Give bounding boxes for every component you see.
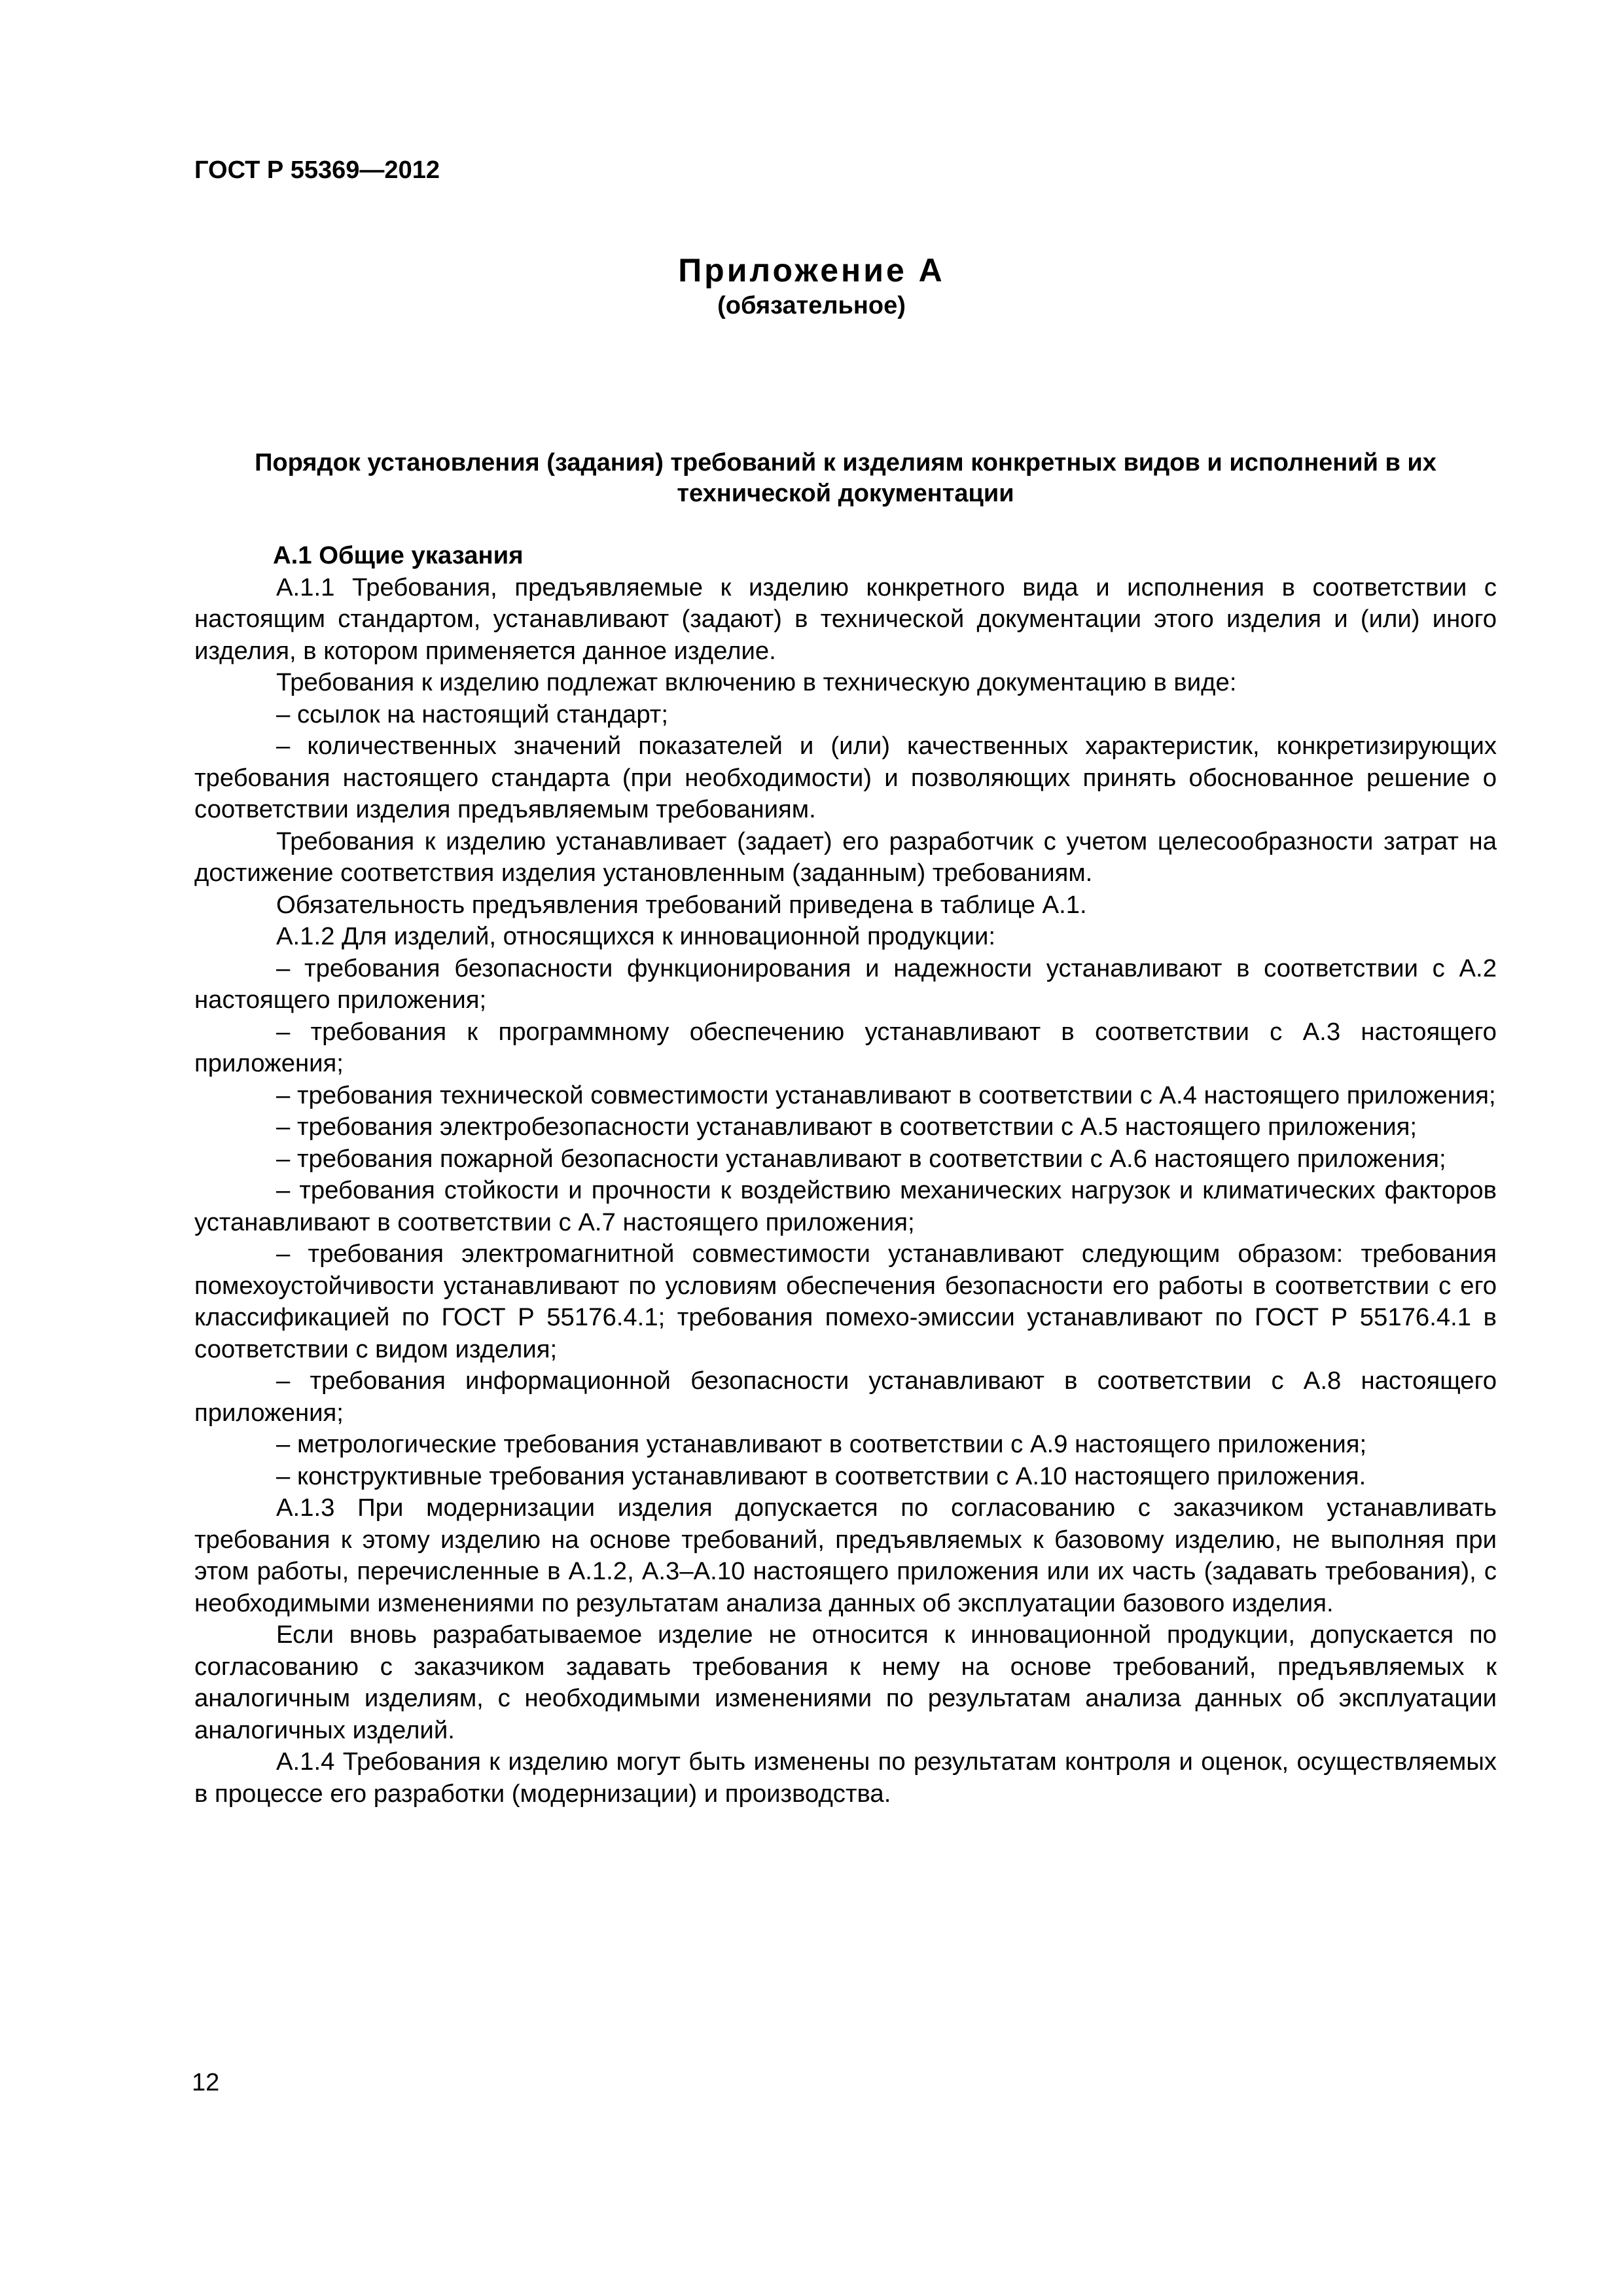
paragraph: Если вновь разрабатываемое изделие не относится к инновационной продукции, допускается по согласованию с заказчиком задавать требования к нему на основе требований, предъявляемых к аналогичным изделиям, с необходимыми изменениями по результатам анализа данных об эксплуатации аналогичных изделий. [194, 1621, 1497, 1744]
paragraph: Обязательность предъявления требований приведена в таблице А.1. [276, 890, 1087, 919]
list-item: – требования электромагнитной совместимости устанавливают следующим образом: требования помехоустойчивости устанавливают по условиям обеспечения безопасности его работы в соответствии с его классификацией по ГОСТ Р 55176.4.1; требования помехо-эмиссии устанавливают по ГОСТ Р 55176.4.1 в соответствии с видом изделия; [194, 1240, 1497, 1363]
section-title: А.1 Общие указания [273, 541, 524, 569]
paragraph: Требования к изделию устанавливает (задает) его разработчик с учетом целесообразности затрат на достижение соответствия изделия установленным (заданным) требованиям. [194, 827, 1497, 887]
list-item: – требования безопасности функционирования и надежности устанавливают в соответствии с А.2 настоящего приложения; [194, 954, 1497, 1014]
list-item: – требования к программному обеспечению устанавливают в соответствии с А.3 настоящего приложения; [194, 1017, 1497, 1077]
paragraph: А.1.3 При модернизации изделия допускается по согласованию с заказчиком устанавливать требования к этому изделию на основе требований, предъявляемых к базовому изделию, не выполняя при этом работы, перечисленные в А.1.2, А.3–А.10 настоящего приложения или их часть (задавать требования), с необходимыми изменениями по результатам анализа данных об эксплуатации базового изделия. [194, 1494, 1497, 1617]
list-item: – требования технической совместимости устанавливают в соответствии с А.4 настоящего приложения; [276, 1081, 1496, 1109]
paragraph: А.1.4 Требования к изделию могут быть изменены по результатам контроля и оценок, осуществляемых в процессе его разработки (модернизации) и производства. [194, 1748, 1497, 1808]
list-item: – требования информационной безопасности устанавливают в соответствии с А.8 настоящего приложения; [194, 1367, 1497, 1427]
page-number: 12 [192, 2069, 220, 2096]
list-item: – требования электробезопасности устанавливают в соответствии с А.5 настоящего приложения; [276, 1113, 1418, 1141]
appendix-title: Приложение А [678, 252, 945, 289]
list-item: – метрологические требования устанавливают в соответствии с А.9 настоящего приложения; [276, 1430, 1367, 1458]
paragraph: А.1.1 Требования, предъявляемые к изделию конкретного вида и исполнения в соответствии с настоящим стандартом, устанавливают (задают) в технической документации этого изделия и (или) иного изделия, в котором применяется данное изделие. [194, 573, 1497, 665]
list-item: – конструктивные требования устанавливают в соответствии с А.10 настоящего приложения. [276, 1462, 1366, 1490]
section-body [194, 540, 1497, 1810]
list-item: – требования пожарной безопасности устанавливают в соответствии с А.6 настоящего приложения; [276, 1144, 1446, 1173]
appendix-heading: Порядок установления (задания) требований к изделиям конкретных видов и исполнений в их технической документации [255, 449, 1436, 507]
appendix-status: (обязательное) [717, 292, 906, 319]
list-item: – ссылок на настоящий стандарт; [276, 700, 668, 728]
list-item: – требования стойкости и прочности к воздействию механических нагрузок и климатических факторов устанавливают в соответствии с А.7 настоящего приложения; [194, 1176, 1497, 1236]
list-item: – количественных значений показателей и (или) качественных характеристик, конкретизирующих требования настоящего стандарта (при необходимости) и позволяющих принять обоснованное решение о соответствии изделия предъявляемым требованиям. [194, 732, 1497, 823]
paragraph: Требования к изделию подлежат включению в техническую документацию в виде: [276, 668, 1237, 696]
paragraph: А.1.2 Для изделий, относящихся к инновационной продукции: [276, 922, 996, 950]
document-code: ГОСТ Р 55369—2012 [194, 156, 440, 184]
